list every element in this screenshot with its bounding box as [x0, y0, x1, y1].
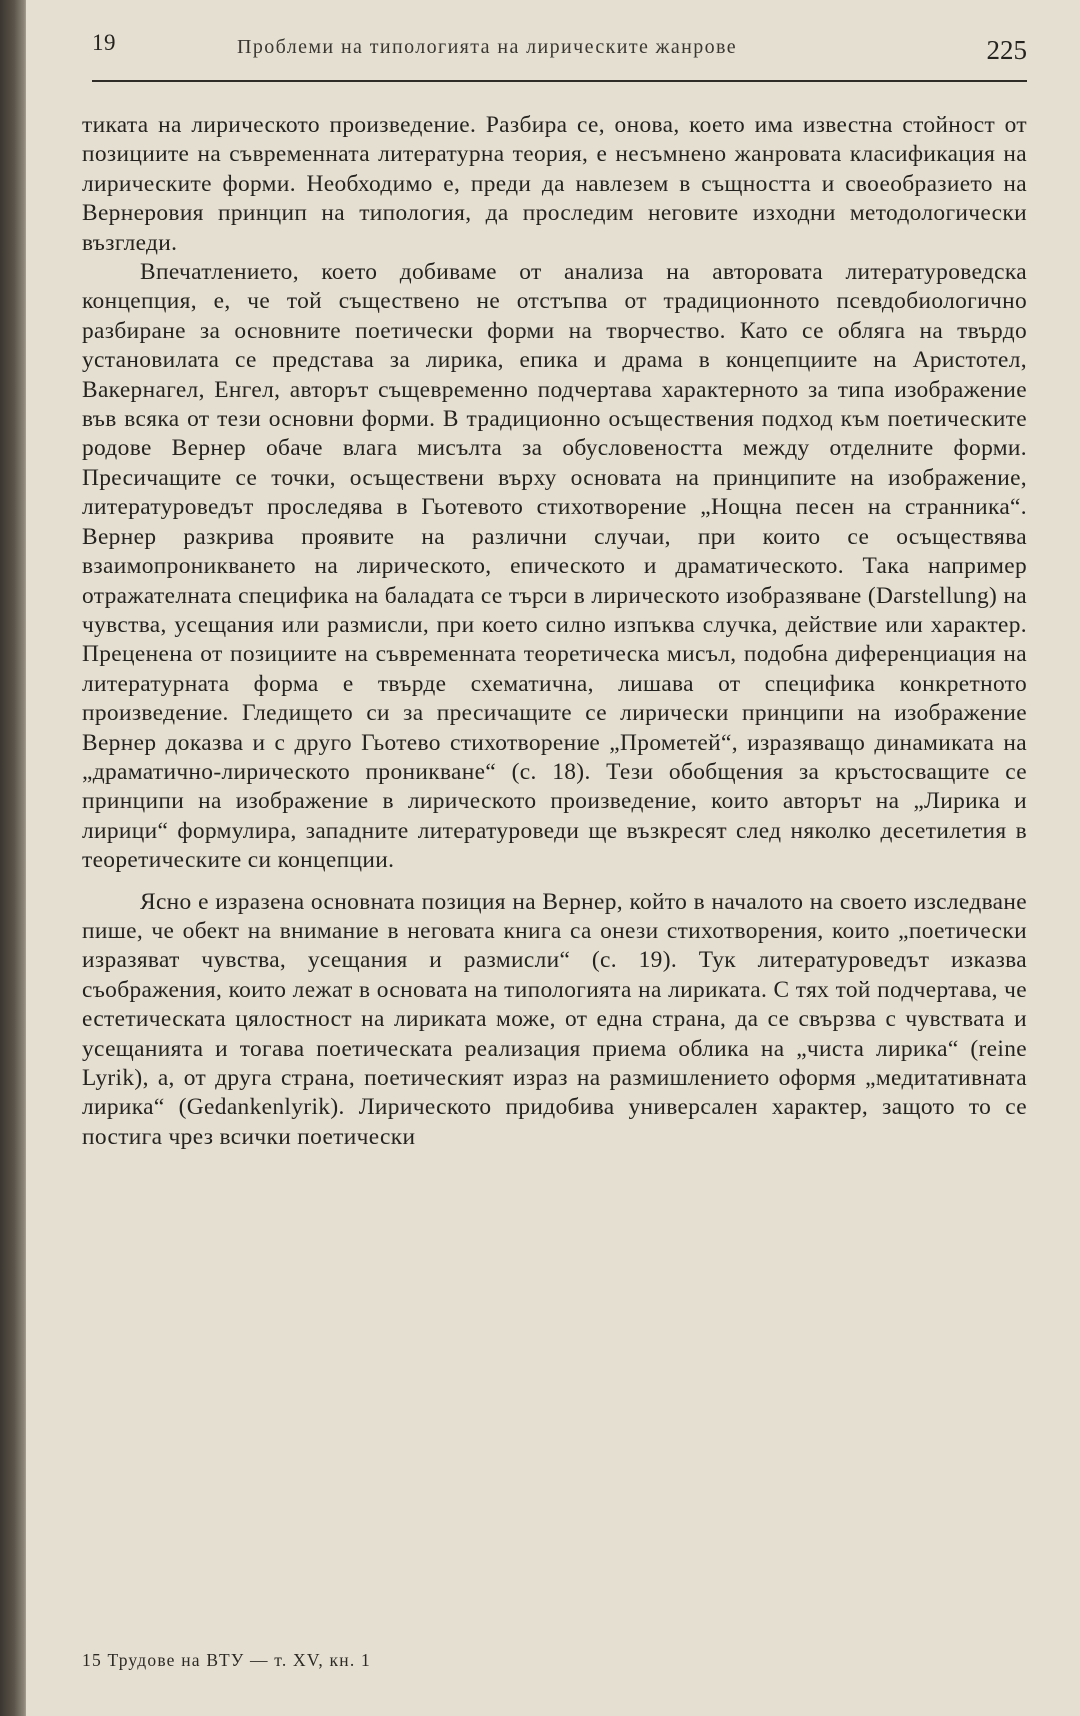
paragraph-continuation: тиката на лирическото произведение. Разбира се, онова, което има известна стойност от позициите на съвременната литературна теория, е несъмнено жанровата класификация на лирическите форми. Необходимо е, преди да навлезем в същността и своеобразието на Вернеровия принцип на типология, да проследим неговите изходни методологически възгледи. [82, 112, 1027, 256]
body-text [82, 111, 1027, 1152]
header-left-number: 19 [92, 30, 116, 55]
page-number: 225 [986, 35, 1027, 65]
running-header [92, 30, 1027, 82]
paragraph-3: Ясно е изразена основната позиция на Вернер, който в началото на своето изследване пише, че обект на внимание в неговата книга са онези стихотворения, които „поетически изразяват чувства, усещания и размисли“ (с. 19). Тук литературоведът изказва съображения, които лежат в основата на типологията на лириката. С тях той подчертава, че естетическата цялостност на лириката може, от една страна, да се свързва с чувствата и усещанията и тогава поетическата реализация приема облика на „чиста лирика“ (reine Lyrik), а, от друга страна, поетическият израз на размишлението оформя „медитативната лирика“ (Gedankenlyrik). Лирическото придобива универсален характер, защото то се постига чрез всички поетически [82, 888, 1027, 1150]
footer-signature: 15 Трудове на ВТУ — т. XV, кн. 1 [82, 1650, 371, 1670]
paragraph-2: Впечатлението, което добиваме от анализа на авторовата литературоведска концепция, е, че той съществено не отстъпва от традиционното псевдобиологично разбиране за основните поетически форми на творчество. Като се обляга на твърдо установилата се представа за лирика, епика и драма в концепциите на Аристотел, Вакернагел, Енгел, авторът същевременно подчертава характерното за типа изображение във всяка от тези основни форми. В традиционно осъществения подход към поетическите родове Вернер обаче влага мисълта за обусловеността между отделните форми. Пресичащите се точки, осъществени върху основата на принципите на изображение, литературоведът проследява в Гьотевото стихотворение „Нощна песен на странника“. Вернер разкрива проявите на различни случаи, при които се осъществява взаимопроникването на лирическото, епическото и драматическото. Така например отражателната специфика на баладата се търси в лирическото изобразяване (Darstellung) на чувства, усещания или размисли, при което силно изпъква случка, действие или характер. Преценена от позициите на съвременната теоретическа мисъл, подобна диференциация на литературната форма е твърде схематична, лишава от специфика конкретното произведение. Гледището си за пресичащите се лирически принципи на изображение Вернер доказва и с друго Гьотево стихотворение „Прометей“, изразяващо динамиката на „драматично-лирическото проникване“ (с. 18). Тези обобщения за кръстосващите се принципи на изображение в лирическото произведение, които авторът на „Лирика и лирици“ формулира, западните литературоведи ще възкресят след няколко десетилетия в теоретическите си концепции. [82, 259, 1027, 874]
running-title: Проблеми на типологията на лирическите жанрове [237, 36, 738, 58]
